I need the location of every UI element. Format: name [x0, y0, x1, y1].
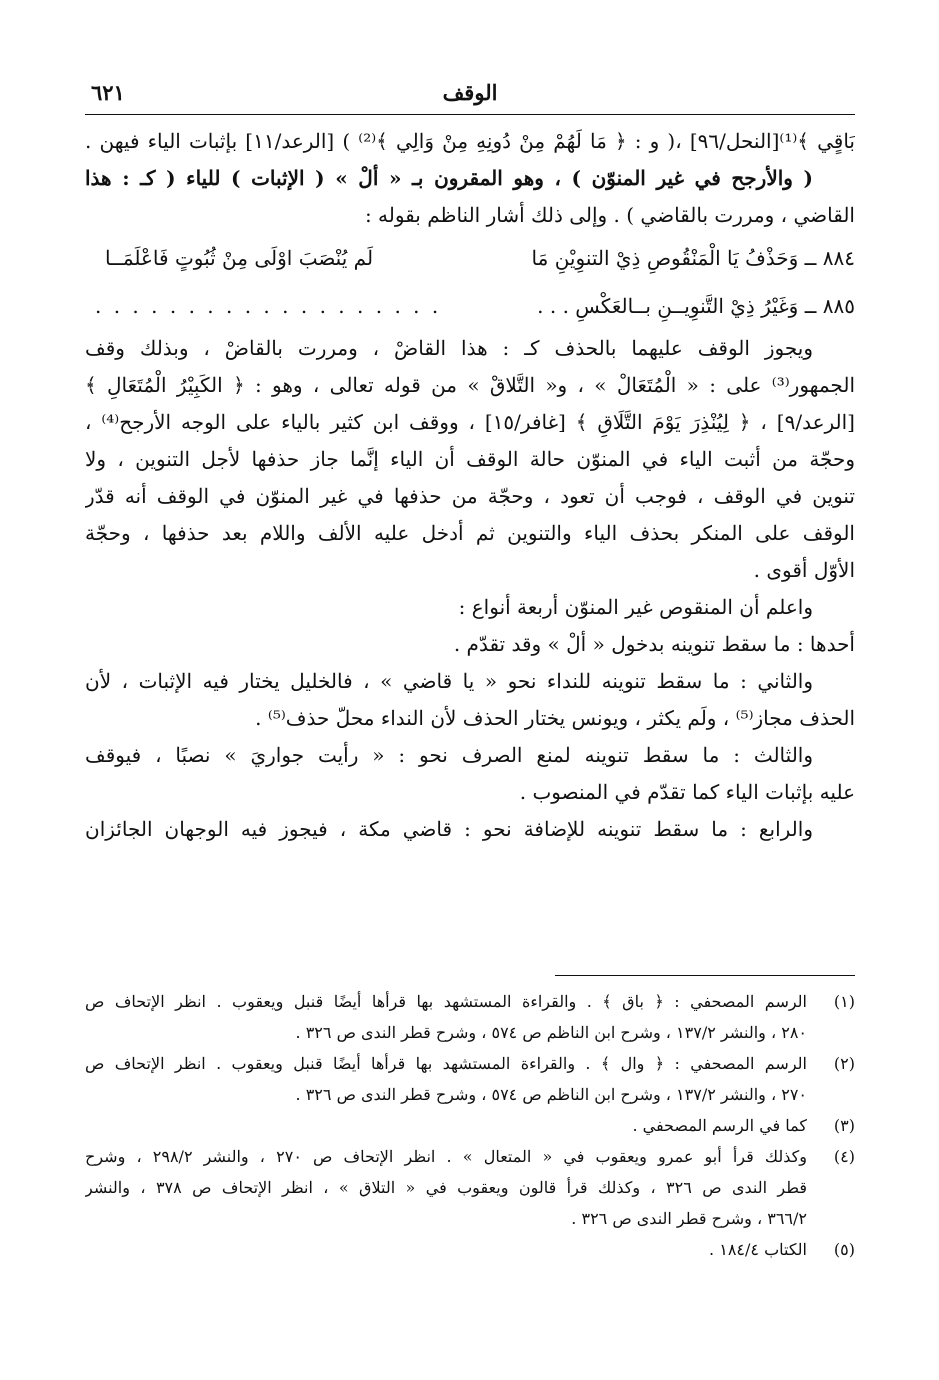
footnote-line: قطر الندى ص ٣٢٦ ، وكذلك قرأ قالون ويعقوب في « التلاق » ، انظر الإتحاف ص ٣٧٨ ، والنشر [85, 1178, 808, 1197]
footnote [85, 1234, 855, 1265]
body-line: والثالث : ما سقط تنوينه لمنع الصرف نحو : « رأيت جواريَ » نصبًا ، فيوقف [85, 743, 813, 767]
footnote-number: (٢) [833, 1054, 855, 1073]
body-line: واعلم أن المنقوص غير المنوّن أربعة أنواع : [458, 595, 813, 619]
body-line: القاضي ، ومررت بالقاضي ) . وإلى ذلك أشار الناظم بقوله : [364, 203, 855, 227]
footnote-number: (٤) [833, 1147, 855, 1166]
body-line: والثاني : ما سقط تنوينه للنداء نحو « يا قاضي » ، فالخليل يختار فيه الإثبات ، لأن [85, 669, 813, 693]
main-text [85, 123, 855, 848]
running-header [85, 80, 855, 115]
book-page [85, 80, 855, 1350]
verse-first-hemistich: ٨٨٤ ــ وَحَذْفُ يَا الْمَنْقُوصِ ذِيْ التنوِيْنِ مَا [531, 246, 855, 270]
body-line: الأوّل أقوى . [753, 558, 855, 582]
verse-ellipsis: . . . . . . . . . . . . . . . . . . . [95, 294, 442, 318]
body-line: الوقف على المنكر بحذف الياء والتنوين ثم أدخل عليه الألف واللام بعد حذفها ، وحجّة [85, 521, 855, 545]
footnote [85, 1048, 855, 1110]
verse-second-hemistich: لَم يُنْصَبَ اوْلَى مِنْ ثُبُوتٍ فَاعْلَمَــا [105, 246, 374, 270]
footnote [85, 1110, 855, 1141]
footnote-line: الرسم المصحفي : ﴿ وال ﴾ . والقراءة المستشهد بها قرأها أيضًا قنبل ويعقوب . انظر الإتحاف ص [85, 1054, 807, 1073]
body-line: أحدها : ما سقط تنوينه بدخول « ألْ » وقد تقدّم . [453, 632, 855, 656]
footnote-line: الرسم المصحفي : ﴿ باق ﴾ . والقراءة المستشهد بها قرأها أيضًا قنبل ويعقوب . انظر الإتحاف ص [85, 992, 807, 1011]
footnote-line: الكتاب ١٨٤/٤ . [709, 1240, 807, 1259]
verse-first-hemistich: ٨٨٥ ــ وَغَيْرُ ذِيْ التَّنوِيــنِ بــالعَكْسِ . . . [537, 294, 855, 318]
page-number: ٦٢١ [91, 80, 125, 105]
body-line: والرابع : ما سقط تنوينه للإضافة نحو : قاضي مكة ، فيجوز فيه الوجهان الجائزان [85, 817, 813, 841]
body-line: بَاقٍي ﴾⁽¹⁾[النحل/٩٦] ،( و : ﴿ مَا لَهُمْ مِنْ دُونِهِ مِنْ وَالِي ﴾⁽²⁾ ) [الرعد/١١] بإثبات الياء فيهن . [85, 129, 855, 153]
footnote-line: ٢٧٠ ، والنشر ١٣٧/٢ ، وشرح ابن الناظم ص ٥٧٤ ، وشرح قطر الندى ص ٣٢٦ . [295, 1085, 807, 1104]
body-line: الجمهور⁽³⁾ على : « الْمُتَعَالْ » ، و« التَّلاقْ » من قوله تعالى ، وهو : ﴿ الكَبِيْرُ الْمُتَعَالِ ﴾ [85, 373, 855, 397]
body-line: الحذف مجاز⁽⁵⁾ ، ولَم يكثر ، ويونس يختار الحذف لأن النداء محلّ حذف⁽⁵⁾ . [255, 706, 855, 730]
verse-line [85, 234, 855, 282]
body-line: [الرعد/٩] ، ﴿ لِيُنْذِرَ يَوْمَ التَّلَاقِ ﴾ [غافر/١٥] ، ووقف ابن كثير بالياء على الوجه الأرجح⁽⁴⁾ ، [85, 410, 855, 434]
body-line: ( والأرجح في غير المنوّن ) ، وهو المقرون بـ « ألْ » ( الإثبات ) للياء ( كـ : هذا [85, 166, 814, 190]
footnote-line: كما في الرسم المصحفي . [632, 1116, 807, 1135]
footnote-line: ٣٦٦/٢ ، وشرح قطر الندى ص ٣٢٦ . [571, 1209, 807, 1228]
footnotes [85, 975, 855, 1265]
footnote-line: ٢٨٠ ، والنشر ١٣٧/٢ ، وشرح ابن الناظم ص ٥٧٤ ، وشرح قطر الندى ص ٣٢٦ . [295, 1023, 807, 1042]
footnote-line: وكذلك قرأ أبو عمرو ويعقوب في « المتعال » . انظر الإتحاف ص ٢٧٠ ، والنشر ٢٩٨/٢ ، وشرح [85, 1147, 808, 1166]
body-line: وحجّة من أثبت الياء في المنوّن حالة الوقف أن الياء إنَّما جاز حذفها لأجل التنوين ، ولا [85, 447, 855, 471]
footnote-number: (١) [833, 992, 855, 1011]
body-line: ويجوز الوقف عليهما بالحذف كـ : هذا القاضْ ، ومررت بالقاضْ ، وبذلك وقف [85, 336, 813, 360]
footnote [85, 986, 855, 1048]
verse-line [85, 282, 855, 330]
body-line: عليه بإثبات الياء كما تقدّم في المنصوب . [519, 780, 855, 804]
footnote-number: (٣) [833, 1116, 855, 1135]
footnote [85, 1141, 855, 1234]
body-line: تنوين في الوقف ، فوجب أن تعود ، وحجّة من حذفها في غير المنوّن في الوقف أنه قدّر [85, 484, 855, 508]
running-title: الوقف [442, 80, 498, 105]
footnote-separator [555, 975, 855, 976]
footnote-number: (٥) [833, 1240, 855, 1259]
